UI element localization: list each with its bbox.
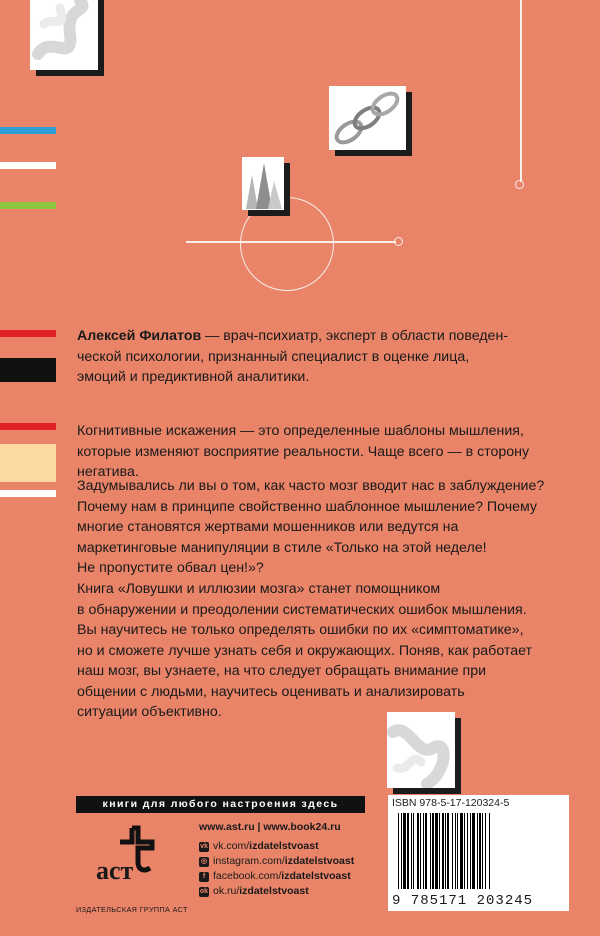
publisher-caption: ИЗДАТЕЛЬСКАЯ ГРУППА АСТ [76,905,188,914]
arrows-image [242,157,284,210]
social-prefix: vk.com/ [213,840,250,852]
stripe-black [0,358,56,382]
barcode [398,813,561,889]
chain-image [329,86,406,150]
social-link-odnoklassniki[interactable] [199,884,354,899]
author-bio-text: — врач-психиатр, эксперт в области поведен- ческой психологии, признанный специалист в оценке лица, эмоций и предиктивной аналитики. [77,328,508,385]
tangled-shape-image [30,0,98,70]
decorative-circle [240,197,334,291]
social-link-vk[interactable] [199,839,354,854]
author-bio [77,326,547,388]
publisher-logo-text: аст [96,856,134,885]
stripe-blue [0,127,56,134]
social-prefix: instagram.com/ [213,855,285,867]
paragraph-1: Когнитивные искажения — это определенные шаблоны мышления, которые изменяют восприятие реальности. Чаще всего — в сторону негатива. [77,423,530,480]
contact-links [199,820,354,899]
stripe-white [0,162,56,169]
paragraph-3: Книга «Ловушки и иллюзии мозга» станет помощником в обнаружении и преодолении систематических ошибок мышления. Вы научитесь не только определять ошибки по их «симптоматике», но и сможете лучше узнать себя и окружающих. Поняв, как работает наш мозг, вы узнаете, на что следует обращать внимание при общении с людьми, научитесь оценивать и анализировать ситуации объективно. [77,581,533,720]
illustration-card-bottom [387,712,455,788]
stripe-red [0,330,56,337]
websites[interactable]: www.ast.ru | www.book24.ru [199,821,341,833]
illustration-card-top [30,0,98,70]
social-link-facebook[interactable] [199,869,354,884]
publisher-logo [92,822,166,892]
stripe-red-2 [0,423,56,430]
horizontal-line [186,241,396,243]
odnoklassniki-icon: ok [199,887,209,895]
social-handle: izdatelstvoast [239,885,309,897]
stripe-cream [0,444,56,482]
illustration-card-arrows [242,157,284,210]
stripe-white-2 [0,490,56,497]
tagline-banner: книги для любого настроения здесь [76,796,365,813]
social-prefix: ok.ru/ [213,885,240,897]
circle-dot [394,237,403,246]
social-handle: izdatelstvoast [281,870,351,882]
isbn-barcode-box [388,795,569,911]
paragraph-2: Задумывались ли вы о том, как часто мозг вводит нас в заблуждение? Почему нам в принципе свойственно шаблонное мышление? Почему многие становятся жертвами мошенников или ведутся на маркетинговые манипуляции в стиле «Только на этой неделе! Не пропустите обвал цен!»? [77,478,545,576]
vk-icon: vk [200,842,208,850]
stripe-green [0,202,56,209]
social-prefix: facebook.com/ [213,870,282,882]
vertical-line [520,0,522,182]
social-handle: izdatelstvoast [284,855,355,867]
illustration-card-chain [329,86,406,150]
social-link-instagram[interactable] [199,854,354,869]
facebook-icon: f [199,872,209,882]
line-end-dot [515,180,524,189]
social-handle: izdatelstvoast [249,840,319,852]
instagram-icon: ◎ [200,857,208,865]
isbn-label: ISBN 978-5-17-120324-5 [392,797,510,809]
isbn-digits: 9 785171 203245 [392,893,534,909]
author-name: Алексей Филатов [77,328,202,344]
tangled-shape-image-2 [387,712,455,788]
barcode-bar [490,813,492,889]
